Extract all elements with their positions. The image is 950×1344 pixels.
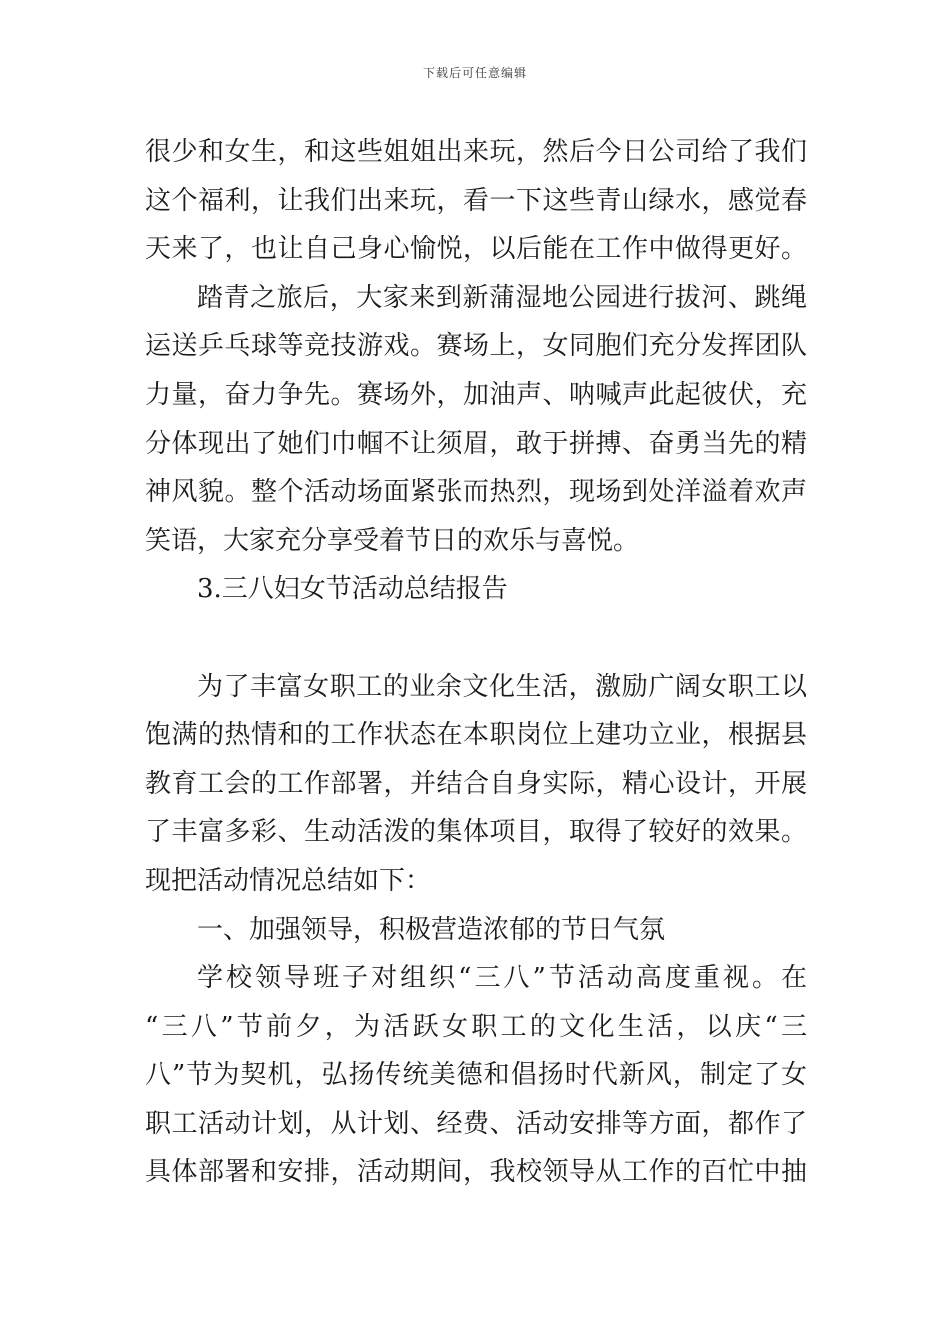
text-line: 了丰富多彩、生动活泼的集体项目，取得了较好的效果。: [145, 817, 807, 848]
text-line: 为了丰富女职工的业余文化生活，激励广阔女职工以: [197, 671, 807, 702]
text-line: 运送乒乓球等竞技游戏。赛场上，女同胞们充分发挥团队: [145, 331, 807, 362]
text-line: 这个福利，让我们出来玩，看一下这些青山绿水，感觉春: [145, 185, 807, 216]
text-line: 教育工会的工作部署，并结合自身实际，精心设计，开展: [145, 768, 807, 799]
text-line: 力量，奋力争先。赛场外，加油声、呐喊声此起彼伏，充: [145, 379, 807, 410]
document-body: [145, 128, 807, 1197]
text-line: 踏青之旅后，大家来到新蒲湿地公园进行拔河、跳绳: [197, 282, 807, 313]
text-line: 现把活动情况总结如下：: [145, 865, 432, 896]
text-line: 笑语，大家充分享受着节日的欢乐与喜悦。: [145, 525, 640, 556]
text-line: 具体部署和安排，活动期间，我校领导从工作的百忙中抽: [145, 1157, 807, 1188]
text-line: 天来了，也让自己身心愉悦，以后能在工作中做得更好。: [145, 234, 807, 265]
text-line: 一、加强领导，积极营造浓郁的节日气氛: [197, 914, 666, 945]
text-line: 分体现出了她们巾帼不让须眉，敢于拼搏、奋勇当先的精: [145, 428, 807, 459]
text-line: 八”节为契机，弘扬传统美德和倡扬时代新风，制定了女: [145, 1060, 807, 1091]
text-line: 职工活动计划，从计划、经费、活动安排等方面，都作了: [145, 1108, 807, 1139]
page-header: 下载后可任意编辑: [422, 66, 527, 80]
text-line: 饱满的热情和的工作状态在本职岗位上建功立业，根据县: [145, 720, 807, 751]
text-line: “三八”节前夕，为活跃女职工的文化生活，以庆“三: [145, 1011, 807, 1042]
blank-line: [145, 614, 807, 663]
text-line: 学校领导班子对组织“三八”节活动高度重视。在: [197, 963, 807, 994]
text-line: 3.三八妇女节活动总结报告: [197, 574, 508, 605]
text-line: 神风貌。整个活动场面紧张而热烈，现场到处洋溢着欢声: [145, 477, 807, 508]
text-line: 很少和女生，和这些姐姐出来玩，然后今日公司给了我们: [145, 137, 807, 167]
